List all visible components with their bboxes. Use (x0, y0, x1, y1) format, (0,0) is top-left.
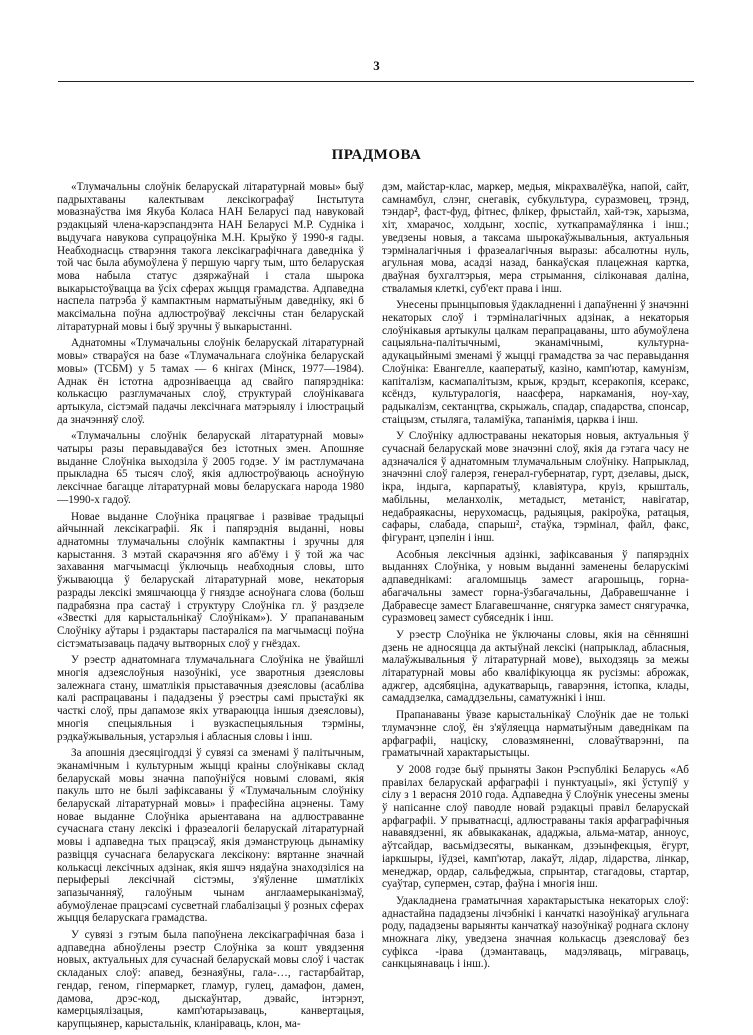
paragraph: У рэестр Слоўніка не ўключаны словы, якія на сённяшні дзень не адносяцца да актыўнай лексікі (напрыклад, абласныя, малаўжывальныя ў літаратурнай мове), выходзяць за межы літаратурнай мовы або кваліфікуюцца як русізмы: аброжак, аджгер, адсябяціна, адукатварыць, гаварэння, істопка, клады, самаддзелка, самаддзельны, саматужнікі і інш. (382, 628, 689, 705)
paragraph: Асобныя лексічныя адзінкі, зафіксаваныя ў папярэдніх выданнях Слоўніка, у новым выданні заменены беларускімі адпаведнікамі: агаломшыць замест агарошыць, горна-абагачальны замест горна-ўзбагачальны, Дабравешчанне і Дабравесце замест Благавешчанне, снягурка замест снягурачка, суразмовец замест субяседнік і інш. (382, 548, 689, 625)
paragraph: У Слоўніку адлюстраваны некаторыя новыя, актуальныя ў сучаснай беларускай мове значэнні слоў, якія да гэтага часу не адзначаліся ў аднатомным тлумачальным слоўніку. Напрыклад, значэнні слоў галерэя, генерал-губернатар, гурт, дзелавы, дыск, ікра, індыга, карпаратыў, клавіятура, круіз, крышталь, мабільны, меланхолік, метадыст, метаніст, навігатар, недабраякасны, нерухомасць, радыяцыя, ракіроўка, ратацыя, сафары, слабада, спарыш², стаўка, тэрмінал, файл, факс, фігурант, цэпелін і інш. (382, 430, 689, 544)
paragraph: Прапанаваны ўвазе карыстальнікаў Слоўнік дае не толькі тлумачэнне слоў, ён з'яўляецца нарматыўным даведнікам па арфаграфіі, націску, словазмяненні, словаўтварэнні, па граматычнай характарыстыцы. (382, 709, 689, 760)
page-title: ПРАДМОВА (331, 147, 422, 163)
paragraph: У сувязі з гэтым была папоўнена лексікаграфічная база і адпаведна абноўлены рэестр Слоўніка за кошт увядзення новых, актуальных для сучаснай беларускай мовы слоў і частак складаных слоў: апавед, безнаяўны, гала-…, гастарбайтар, гендар, геном, гіпермаркет, гламур, гулец, дамафон, дамен, дамова, дрэс-код, дыскаўнтар, дэвайс, інтэрнэт, камерцыялізацыя, камп'ютарызаваць, канвертацыя, карупцыянер, карыстальнік, кланіраваць, клон, ма- (57, 929, 364, 1030)
paragraph: дэм, майстар-клас, маркер, медыя, мікрахвалёўка, напой, сайт, самнамбул, слэнг, снегавік, субкультура, суразмовец, трэнд, тэндар², фаст-фуд, фітнес, флікер, фрыстайл, хай-тэк, харызма, хіт, хмарачос, холдынг, хоспіс, хуткапрамаўлянка і інш.; уведзены новыя, а таксама шырокаўжывальныя, актуальныя тэрміналагічныя і фразеалагічныя выразы: абсалютны нуль, агульная мова, асадзі назад, банкаўская плацежная картка, дваўная бухгалтэрыя, мера стрымання, сіліконавая даліна, стваламыя клеткі, суб'ект права і інш. (382, 181, 689, 295)
paragraph: «Тлумачальны слоўнік беларускай літаратурнай мовы» быў падрыхтаваны калектывам лексікографаў Інстытута мовазнаўства імя Якуба Коласа НАН Беларусі пад навуковай рэдакцыяй члена-карэспандэнта НАН Беларусі М.Р. Судніка і выдучага навукова супрацоўніка М.Н. Крыўко ў 1990-я гады. Неабходнасць стварэння такога лексікаграфічнага даведніка ў той час была абумоўлена ў першую чаргу тым, што беларуская мова набыла статус дзяржаўнай і стала шырока выкарыстоўвацца ва ўсіх сферах жыцця грамадства. Адпаведна наспела патрэба ў кампактным нарматыўным даведніку, які б максімальна поўна адлюстроўваў лексічны стан беларускай літаратурнай мовы і быў зручны ў выкарыстанні. (57, 181, 364, 333)
paragraph: За апошнія дзесяцігоддзі ў сувязі са зменамі ў палітычным, эканамічным і культурным жыцці краіны слоўнікавы склад беларускай мовы значна папоўніўся новымі словамі, якія пакуль што не былі зафіксаваны ў «Тлумачальным слоўніку беларускай літаратурнай мовы» і прафесійна ацэнены. Таму новае выданне Слоўніка арыентавана на адлюстраванне сучаснага стану лексікі і фразеалогіі беларускай літаратурнай мовы і адпаведна тых працэсаў, якія дэманструюць дынаміку развіцця сучаснага беларускага лексікону: вяртанне значнай колькасці лексічных адзінак, якія яшчэ нядаўна знаходзіліся на перыферыі лексічнай сістэмы, з'яўленне шматлікіх запазычанняў, галоўным чынам англаамерыканізмаў, абумоўленае працэсамі сусветнай глабалізацыі ў розных сферах жыцця беларускага грамадства. (57, 747, 364, 925)
paragraph: Новае выданне Слоўніка працягвае і развівае традыцыі айчыннай лексікаграфіі. Як і папярэднія выданні, новы аднатомны тлумачальны слоўнік кампактны і зручны для карыстання. З мэтай скарачэння яго аб'ёму і ў той жа час захавання магчымасці ўключыць неабходныя словы, што ўжываюцца ў беларускай літаратурнай мове, некаторыя разрады лексікі змяшчаюцца ў гняздзе асноўнага слова (больш падрабязна пра састаў і структуру Слоўніка гл. ў раздзеле «Звесткі для карыстальнікаў Слоўнікам»). У прапанаваным Слоўніку аўтары і рэдактары пастараліся па магчымасці поўна сістэматызаваць падачу вытворных слоў у гнёздах. (57, 510, 364, 650)
left-column (57, 181, 364, 1035)
page-number: 3 (373, 58, 380, 73)
paragraph: У рэестр аднатомнага тлумачальнага Слоўніка не ўвайшлі многія адзеяслоўныя назоўнікі, усе зваротныя дзеясловы залежнага стану, шматлікія прыставачныя дзеясловы (асабліва калі распрацаваны і пададзены ў рэестры самі прыстаўкі як часткі слоў, пры дапамозе якіх утвараюцца іншыя дзеясловы), многія спецыяльныя і вузкаспецыяльныя тэрміны, рэдкаўжывальныя, устарэлыя і абласныя словы і інш. (57, 654, 364, 743)
header-rule (58, 81, 694, 82)
paragraph: «Тлумачальны слоўнік беларускай літаратурнай мовы» чатыры разы перавыдаваўся без істотных змен. Апошняе выданне Слоўніка выходзіла ў 2005 годзе. У ім растлумачана прыкладна 65 тысяч слоў, якія адлюстроўваюць асноўную лексічнае багацце літаратурнай мовы беларускага народа 1980—1990-х гадоў. (57, 430, 364, 506)
paragraph: У 2008 годзе быў прыняты Закон Рэспублікі Беларусь «Аб правілах беларускай арфаграфіі і пунктуацыі», які ўступіў у сілу з 1 верасня 2010 года. Адпаведна ў Слоўнік унесены змены ў напісанне слоў паводле новай рэдакцыі правіл беларускай арфаграфіі. У прыватнасці, адлюстраваны такія арфаграфічныя нававядзенні, як абвыкаканак, ададжыа, альма-матар, анноус, аўтсайдар, васьмідзесяты, выканкам, дзэынфекцыя, ёгурт, іаркшыры, іўдзеі, камп'ютар, лакаўт, лідар, лідарства, лінкар, менеджар, ордар, сальфеджыа, спрынтар, стагадовы, стартар, суаўтар, супермен, сэтар, фаўна і многія інш. (382, 763, 689, 891)
right-column (382, 181, 689, 975)
paragraph: Удакладнена граматычная характарыстыка некаторых слоў: аднастайна пададзены лічэбнікі і канчаткі назоўнікаў агульнага роду, пададзены варыянты канчаткаў назоўнікаў роднага склону множнага ліку, уведзена значная колькасць дзеясловаў без суфікса -ірава (дэмантаваць, мадэляваць, міграваць, санкцыянаваць і інш.). (382, 894, 689, 971)
paragraph: Аднатомны «Тлумачальны слоўнік беларускай літаратурнай мовы» ствараўся на базе «Тлумачальнага слоўніка беларускай мовы» (ТСБМ) у 5 тамах — 6 кнігах (Мінск, 1977—1984). Аднак ён істотна адрозніваецца ад свайго папярэдніка: колькасцю разглумачаных слоў, структурай слоўнікавага артыкула, сістэмай падачы лексічнага матэрыялу і ілюстрацый да значэнняў слоў. (57, 337, 364, 426)
paragraph: Унесены прынцыповыя ўдакладненні і дапаўненні ў значэнні некаторых слоў і тэрміналагічных адзінак, а некаторыя слоўнікавыя артыкулы цалкам перапрацаваны, што абумоўлена сацыяльна-палітычнымі, эканамічнымі, культурна-адукацыйнымі зменамі ў жыцці грамадства за час перавыдання Слоўніка: Евангелле, кааператыў, казіно, камп'ютар, камунізм, капіталізм, касмапалітызм, крыж, крэдыт, ксеракопія, ксеракс, ксёндз, культуралогія, наасфера, наркаманія, ноу-хау, радыкалізм, сектанцтва, скрыжаль, спадар, спадарства, спонсар, стаіцызм, стыляга, таламіўка, тапанімія, царква і інш. (382, 299, 689, 426)
